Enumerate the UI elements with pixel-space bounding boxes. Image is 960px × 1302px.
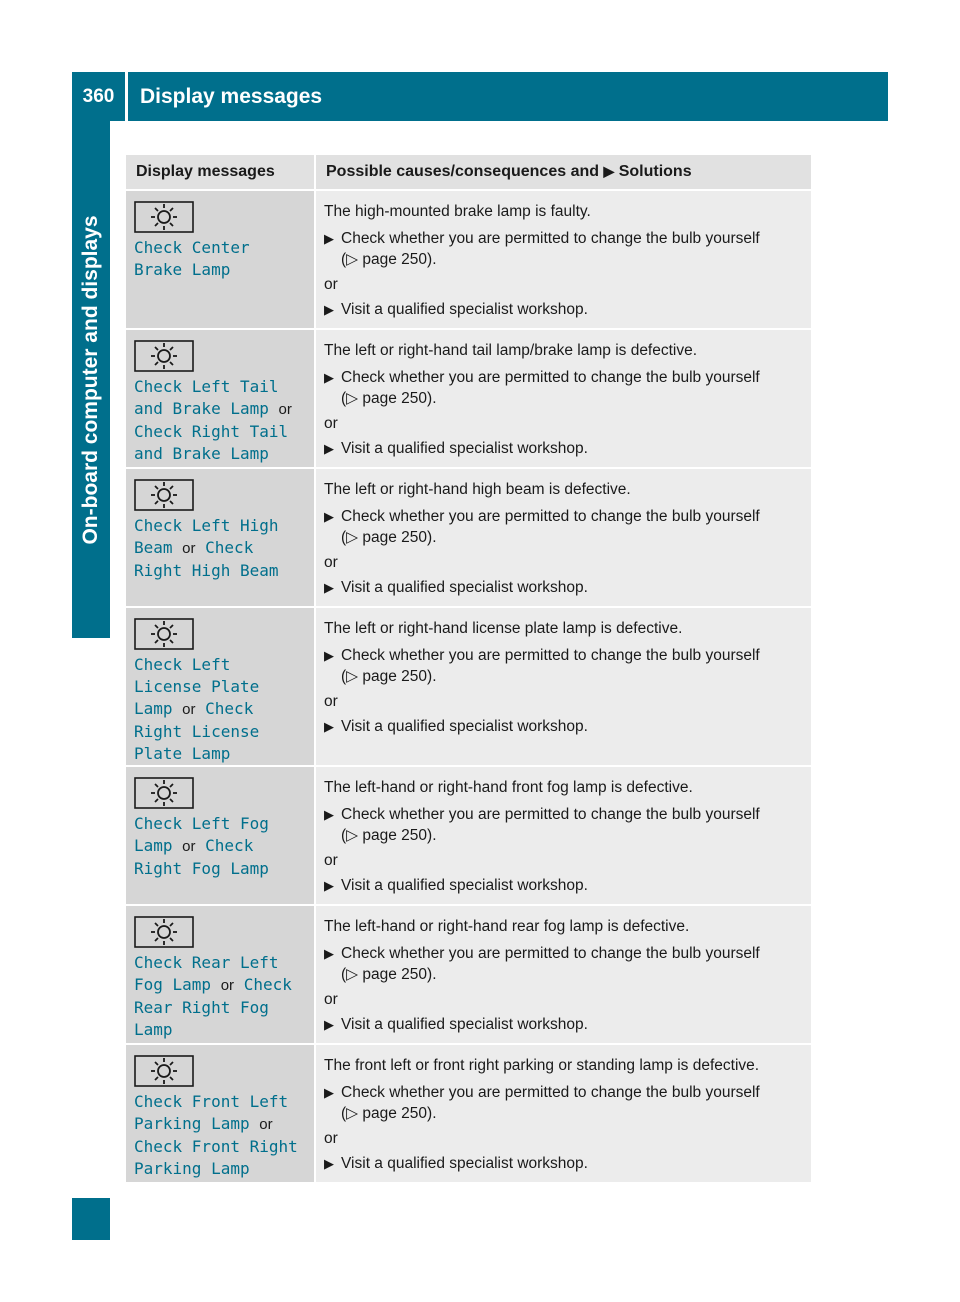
play-arrow-icon: ▶ [324, 509, 334, 524]
page-reference: (▷ page 250). [341, 827, 437, 844]
step-text: Visit a qualified specialist workshop. [341, 579, 588, 596]
play-arrow-icon: ▶ [324, 1085, 334, 1100]
step-text: Check whether you are permitted to change the bulb yourself [341, 1084, 760, 1101]
step-text: Visit a qualified specialist workshop. [341, 301, 588, 318]
display-message-cell [126, 766, 315, 905]
solution-step [324, 1082, 803, 1124]
cause-text: The left-hand or right-hand rear fog lamp is defective. [324, 918, 690, 935]
step-text: Visit a qualified specialist workshop. [341, 877, 588, 894]
cause-text: The left or right-hand high beam is defective. [324, 481, 631, 498]
play-arrow-icon: ▶ [324, 878, 334, 893]
message-or-separator: or [220, 977, 235, 994]
display-message-cell [126, 329, 315, 468]
display-message-cell [126, 190, 315, 329]
play-arrow-icon: ▶ [324, 807, 334, 822]
page-reference: (▷ page 250). [341, 1105, 437, 1122]
display-messages-table [126, 155, 811, 1184]
step-text: Visit a qualified specialist workshop. [341, 718, 588, 735]
or-separator: or [324, 991, 338, 1008]
table-row [126, 905, 811, 1044]
bulb-warning-icon [134, 618, 194, 650]
display-message-text [134, 237, 306, 282]
play-arrow-icon: ▶ [324, 302, 334, 317]
table-row [126, 190, 811, 329]
message-alternate: Check Right License Plate Lamp [134, 699, 260, 763]
table-row [126, 766, 811, 905]
table-row [126, 468, 811, 607]
play-arrow-icon: ▶ [324, 580, 334, 595]
message-primary: Check Left Tail and Brake Lamp [134, 377, 279, 418]
step-text: Check whether you are permitted to change the bulb yourself [341, 647, 760, 664]
cause-text: The high-mounted brake lamp is faulty. [324, 203, 591, 220]
display-message-text [134, 654, 306, 765]
column-header-solutions [315, 155, 811, 190]
solution-cell [315, 766, 811, 905]
page-reference: (▷ page 250). [341, 529, 437, 546]
or-separator: or [324, 415, 338, 432]
message-primary: Check Center Brake Lamp [134, 238, 250, 279]
message-alternate: Check Right Tail and Brake Lamp [134, 422, 289, 463]
side-chapter-tab [72, 121, 110, 638]
table-row [126, 607, 811, 766]
message-primary: Check Front Left Parking Lamp [134, 1092, 289, 1133]
solution-step [324, 438, 803, 459]
step-text: Check whether you are permitted to change the bulb yourself [341, 508, 760, 525]
play-arrow-icon: ▶ [324, 1017, 334, 1032]
column-header-solutions-label: Solutions [618, 163, 692, 180]
table-row [126, 329, 811, 468]
page-reference: (▷ page 250). [341, 668, 437, 685]
or-separator: or [324, 1130, 338, 1147]
play-arrow-icon: ▶ [324, 719, 334, 734]
table-header-row [126, 155, 811, 190]
or-separator: or [324, 554, 338, 571]
solution-cell [315, 1044, 811, 1183]
step-text: Check whether you are permitted to change the bulb yourself [341, 230, 760, 247]
solution-step [324, 645, 803, 687]
column-header-display-messages: Display messages [126, 155, 315, 190]
page-reference: (▷ page 250). [341, 390, 437, 407]
play-arrow-icon: ▶ [324, 231, 334, 246]
cause-text: The left or right-hand tail lamp/brake lamp is defective. [324, 342, 698, 359]
message-or-separator: or [259, 1116, 273, 1133]
message-or-separator: or [278, 401, 292, 418]
or-separator: or [324, 276, 338, 293]
solution-cell [315, 468, 811, 607]
message-alternate: Check Right High Beam [134, 538, 279, 580]
solution-step [324, 943, 803, 985]
step-text: Visit a qualified specialist workshop. [341, 440, 588, 457]
bulb-warning-icon [134, 479, 194, 511]
step-text: Check whether you are permitted to change the bulb yourself [341, 945, 760, 962]
message-or-separator: or [182, 838, 196, 855]
solution-step [324, 577, 803, 598]
table-row [126, 1044, 811, 1183]
solution-step [324, 506, 803, 548]
step-text: Visit a qualified specialist workshop. [341, 1155, 588, 1172]
solution-cell [315, 607, 811, 766]
solution-cell [315, 905, 811, 1044]
play-arrow-icon: ▶ [324, 441, 334, 456]
step-text: Check whether you are permitted to change the bulb yourself [341, 806, 760, 823]
page-header [72, 72, 888, 121]
message-alternate: Check Front Right Parking Lamp [134, 1137, 298, 1178]
page-reference: (▷ page 250). [341, 251, 437, 268]
header-divider [125, 72, 128, 121]
solution-step [324, 1014, 803, 1035]
bulb-warning-icon [134, 340, 194, 372]
page-number: 360 [82, 85, 115, 107]
message-alternate: Check Right Fog Lamp [134, 836, 269, 878]
play-arrow-icon: ▶ [324, 1156, 334, 1171]
message-or-separator: or [182, 701, 196, 718]
display-message-cell [126, 905, 315, 1044]
play-arrow-icon: ▶ [324, 370, 334, 385]
solution-step [324, 299, 803, 320]
bulb-warning-icon [134, 916, 194, 948]
message-alternate: Check Rear Right Fog Lamp [134, 975, 292, 1039]
column-header-causes-label: Possible causes/consequences and [326, 163, 600, 180]
cause-text: The left-hand or right-hand front fog lamp is defective. [324, 779, 693, 796]
play-arrow-icon: ▶ [603, 163, 615, 179]
cause-text: The front left or front right parking or standing lamp is defective. [324, 1057, 760, 1074]
display-message-text [134, 952, 306, 1041]
page-title: Display messages [140, 84, 323, 108]
play-arrow-icon: ▶ [324, 648, 334, 663]
solution-step [324, 804, 803, 846]
solution-cell [315, 190, 811, 329]
step-text: Check whether you are permitted to change the bulb yourself [341, 369, 760, 386]
message-or-separator: or [182, 540, 196, 557]
bulb-warning-icon [134, 201, 194, 233]
or-separator: or [324, 693, 338, 710]
solution-step [324, 228, 803, 270]
message-primary: Check Rear Left Fog Lamp [134, 953, 279, 994]
solution-step [324, 367, 803, 409]
message-primary: Check Left Fog Lamp [134, 814, 269, 855]
solution-step [324, 716, 803, 737]
or-separator: or [324, 852, 338, 869]
message-primary: Check Left High Beam [134, 516, 279, 557]
solution-step [324, 875, 803, 896]
display-message-cell [126, 468, 315, 607]
display-message-text [134, 515, 306, 582]
page-reference: (▷ page 250). [341, 966, 437, 983]
solution-cell [315, 329, 811, 468]
bulb-warning-icon [134, 1055, 194, 1087]
display-message-text [134, 1091, 306, 1180]
display-message-text [134, 813, 306, 880]
side-marker-block [72, 1198, 110, 1240]
message-primary: Check Left License Plate Lamp [134, 655, 260, 718]
display-message-cell [126, 607, 315, 766]
side-chapter-title: On-board computer and displays [79, 214, 102, 545]
play-arrow-icon: ▶ [324, 946, 334, 961]
solution-step [324, 1153, 803, 1174]
step-text: Visit a qualified specialist workshop. [341, 1016, 588, 1033]
cause-text: The left or right-hand license plate lamp is defective. [324, 620, 683, 637]
bulb-warning-icon [134, 777, 194, 809]
display-message-text [134, 376, 306, 465]
display-message-cell [126, 1044, 315, 1183]
